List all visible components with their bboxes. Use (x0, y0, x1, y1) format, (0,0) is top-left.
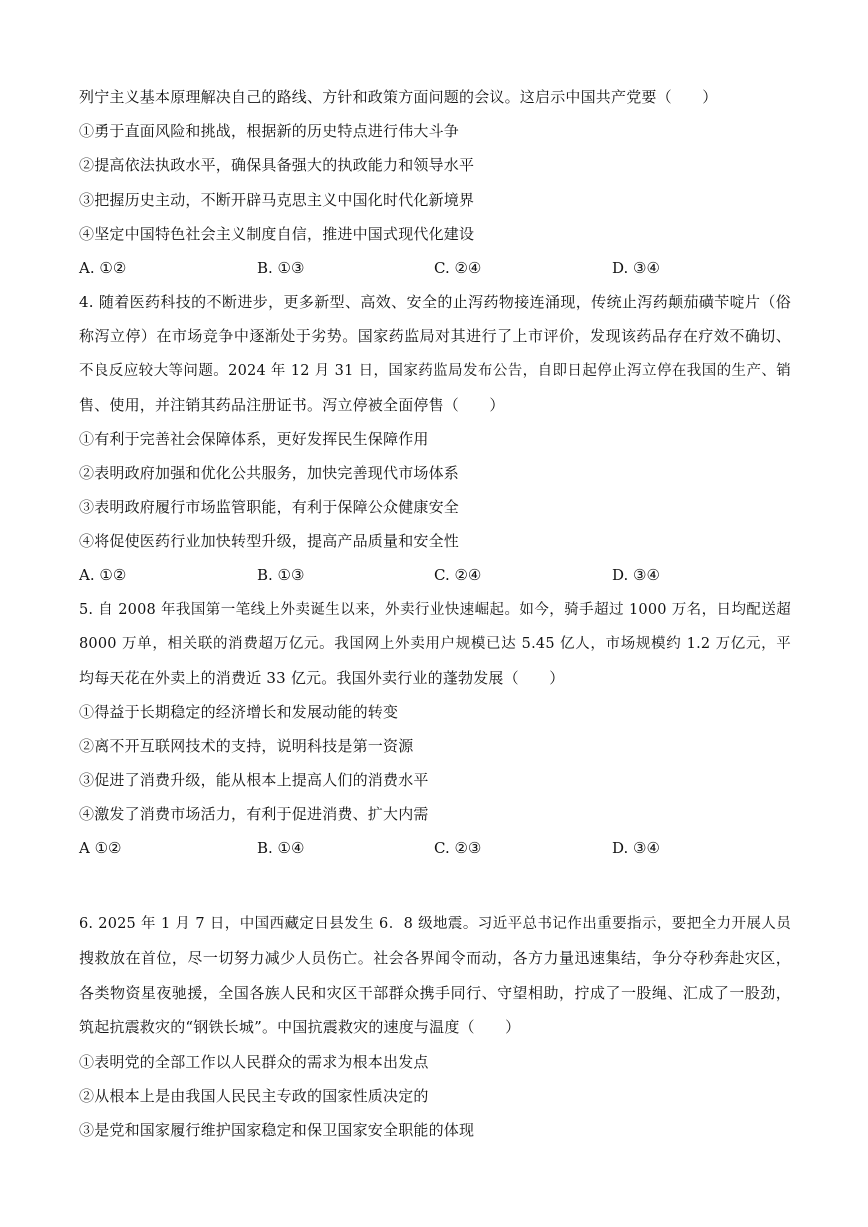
q4-statement-1: ①有利于完善社会保障体系，更好发挥民生保障作用 (79, 430, 429, 448)
q5-statement-1: ①得益于长期稳定的经济增长和发展动能的转变 (79, 703, 399, 721)
q5-options (79, 838, 791, 858)
q5-option-a: A ①② (79, 839, 122, 857)
q6-stem-line: 搜救放在首位，尽一切努力减少人员伤亡。社会各界闻令而动，各方力量迅速集结，争分夺秒奔赴灾区， (79, 949, 791, 967)
q3-stem-line: 列宁主义基本原理解决自己的路线、方针和政策方面问题的会议。这启示中国共产党要（ ） (79, 88, 718, 106)
q5-statement-4: ④激发了消费市场活力，有利于促进消费、扩大内需 (79, 805, 429, 823)
q4-option-b: B. ①③ (257, 566, 305, 584)
q4-stem-line: 4. 随着医药科技的不断进步，更多新型、高效、安全的止泻药物接连涌现，传统止泻药颠茄磺苄啶片（俗 (79, 293, 791, 311)
q4-option-c: C. ②④ (434, 566, 482, 584)
q3-option-d: D. ③④ (612, 259, 660, 277)
q3-option-c: C. ②④ (434, 259, 482, 277)
q3-options (79, 258, 791, 278)
q6-stem-line: 各类物资星夜驰援，全国各族人民和灾区干部群众携手同行、守望相助，拧成了一股绳、汇成了一股劲， (79, 984, 791, 1002)
q6-statement-2: ②从根本上是由我国人民民主专政的国家性质决定的 (79, 1087, 429, 1105)
q4-statement-2: ②表明政府加强和优化公共服务，加快完善现代市场体系 (79, 464, 460, 482)
q4-statement-3: ③表明政府履行市场监管职能，有利于保障公众健康安全 (79, 498, 460, 516)
q3-statement-2: ②提高依法执政水平，确保具备强大的执政能力和领导水平 (79, 156, 475, 174)
q6-stem-line: 筑起抗震救灾的“钢铁长城”。中国抗震救灾的速度与温度（ ） (79, 1018, 521, 1036)
q4-option-d: D. ③④ (612, 566, 660, 584)
q5-option-c: C. ②③ (434, 839, 482, 857)
q4-stem-line: 不良反应较大等问题。2024 年 12 月 31 日，国家药监局发布公告，自即日起停止泻立停在我国的生产、销 (79, 363, 791, 379)
q4-option-a: A. ①② (79, 566, 127, 584)
q5-stem-line: 8000 万单，相关联的消费超万亿元。我国网上外卖用户规模已达 5.45 亿人，市场规模约 1.2 万亿元，平 (79, 636, 791, 652)
q4-stem-line: 称泻立停）在市场竞争中逐渐处于劣势。国家药监局对其进行了上市评价，发现该药品存在疗效不确切、 (79, 327, 791, 345)
q6-statement-3: ③是党和国家履行维护国家稳定和保卫国家安全职能的体现 (79, 1121, 475, 1139)
q4-statement-4: ④将促使医药行业加快转型升级，提高产品质量和安全性 (79, 532, 460, 550)
q6-stem-line: 6. 2025 年 1 月 7 日，中国西藏定日县发生 6．8 级地震。习近平总书记作出重要指示，要把全力开展人员 (79, 916, 791, 932)
q3-option-b: B. ①③ (257, 259, 305, 277)
q5-statement-2: ②离不开互联网技术的支持，说明科技是第一资源 (79, 737, 414, 755)
q3-statement-4: ④坚定中国特色社会主义制度自信，推进中国式现代化建设 (79, 225, 475, 243)
q5-option-b: B. ①④ (257, 839, 305, 857)
q5-statement-3: ③促进了消费升级，能从根本上提高人们的消费水平 (79, 771, 429, 789)
q3-statement-1: ①勇于直面风险和挑战，根据新的历史特点进行伟大斗争 (79, 122, 460, 140)
q5-stem-line: 5. 自 2008 年我国第一笔线上外卖诞生以来，外卖行业快速崛起。如今，骑手超过 1000 万名，日均配送超 (79, 602, 791, 618)
q4-stem-line: 售、使用，并注销其药品注册证书。泻立停被全面停售（ ） (79, 396, 505, 414)
q6-statement-1: ①表明党的全部工作以人民群众的需求为根本出发点 (79, 1053, 429, 1071)
q3-statement-3: ③把握历史主动，不断开辟马克思主义中国化时代化新境界 (79, 191, 475, 209)
q3-option-a: A. ①② (79, 259, 127, 277)
q5-stem-line: 均每天花在外卖上的消费近 33 亿元。我国外卖行业的蓬勃发展（ ） (79, 669, 565, 687)
q5-option-d: D. ③④ (612, 839, 660, 857)
q4-options (79, 565, 791, 585)
